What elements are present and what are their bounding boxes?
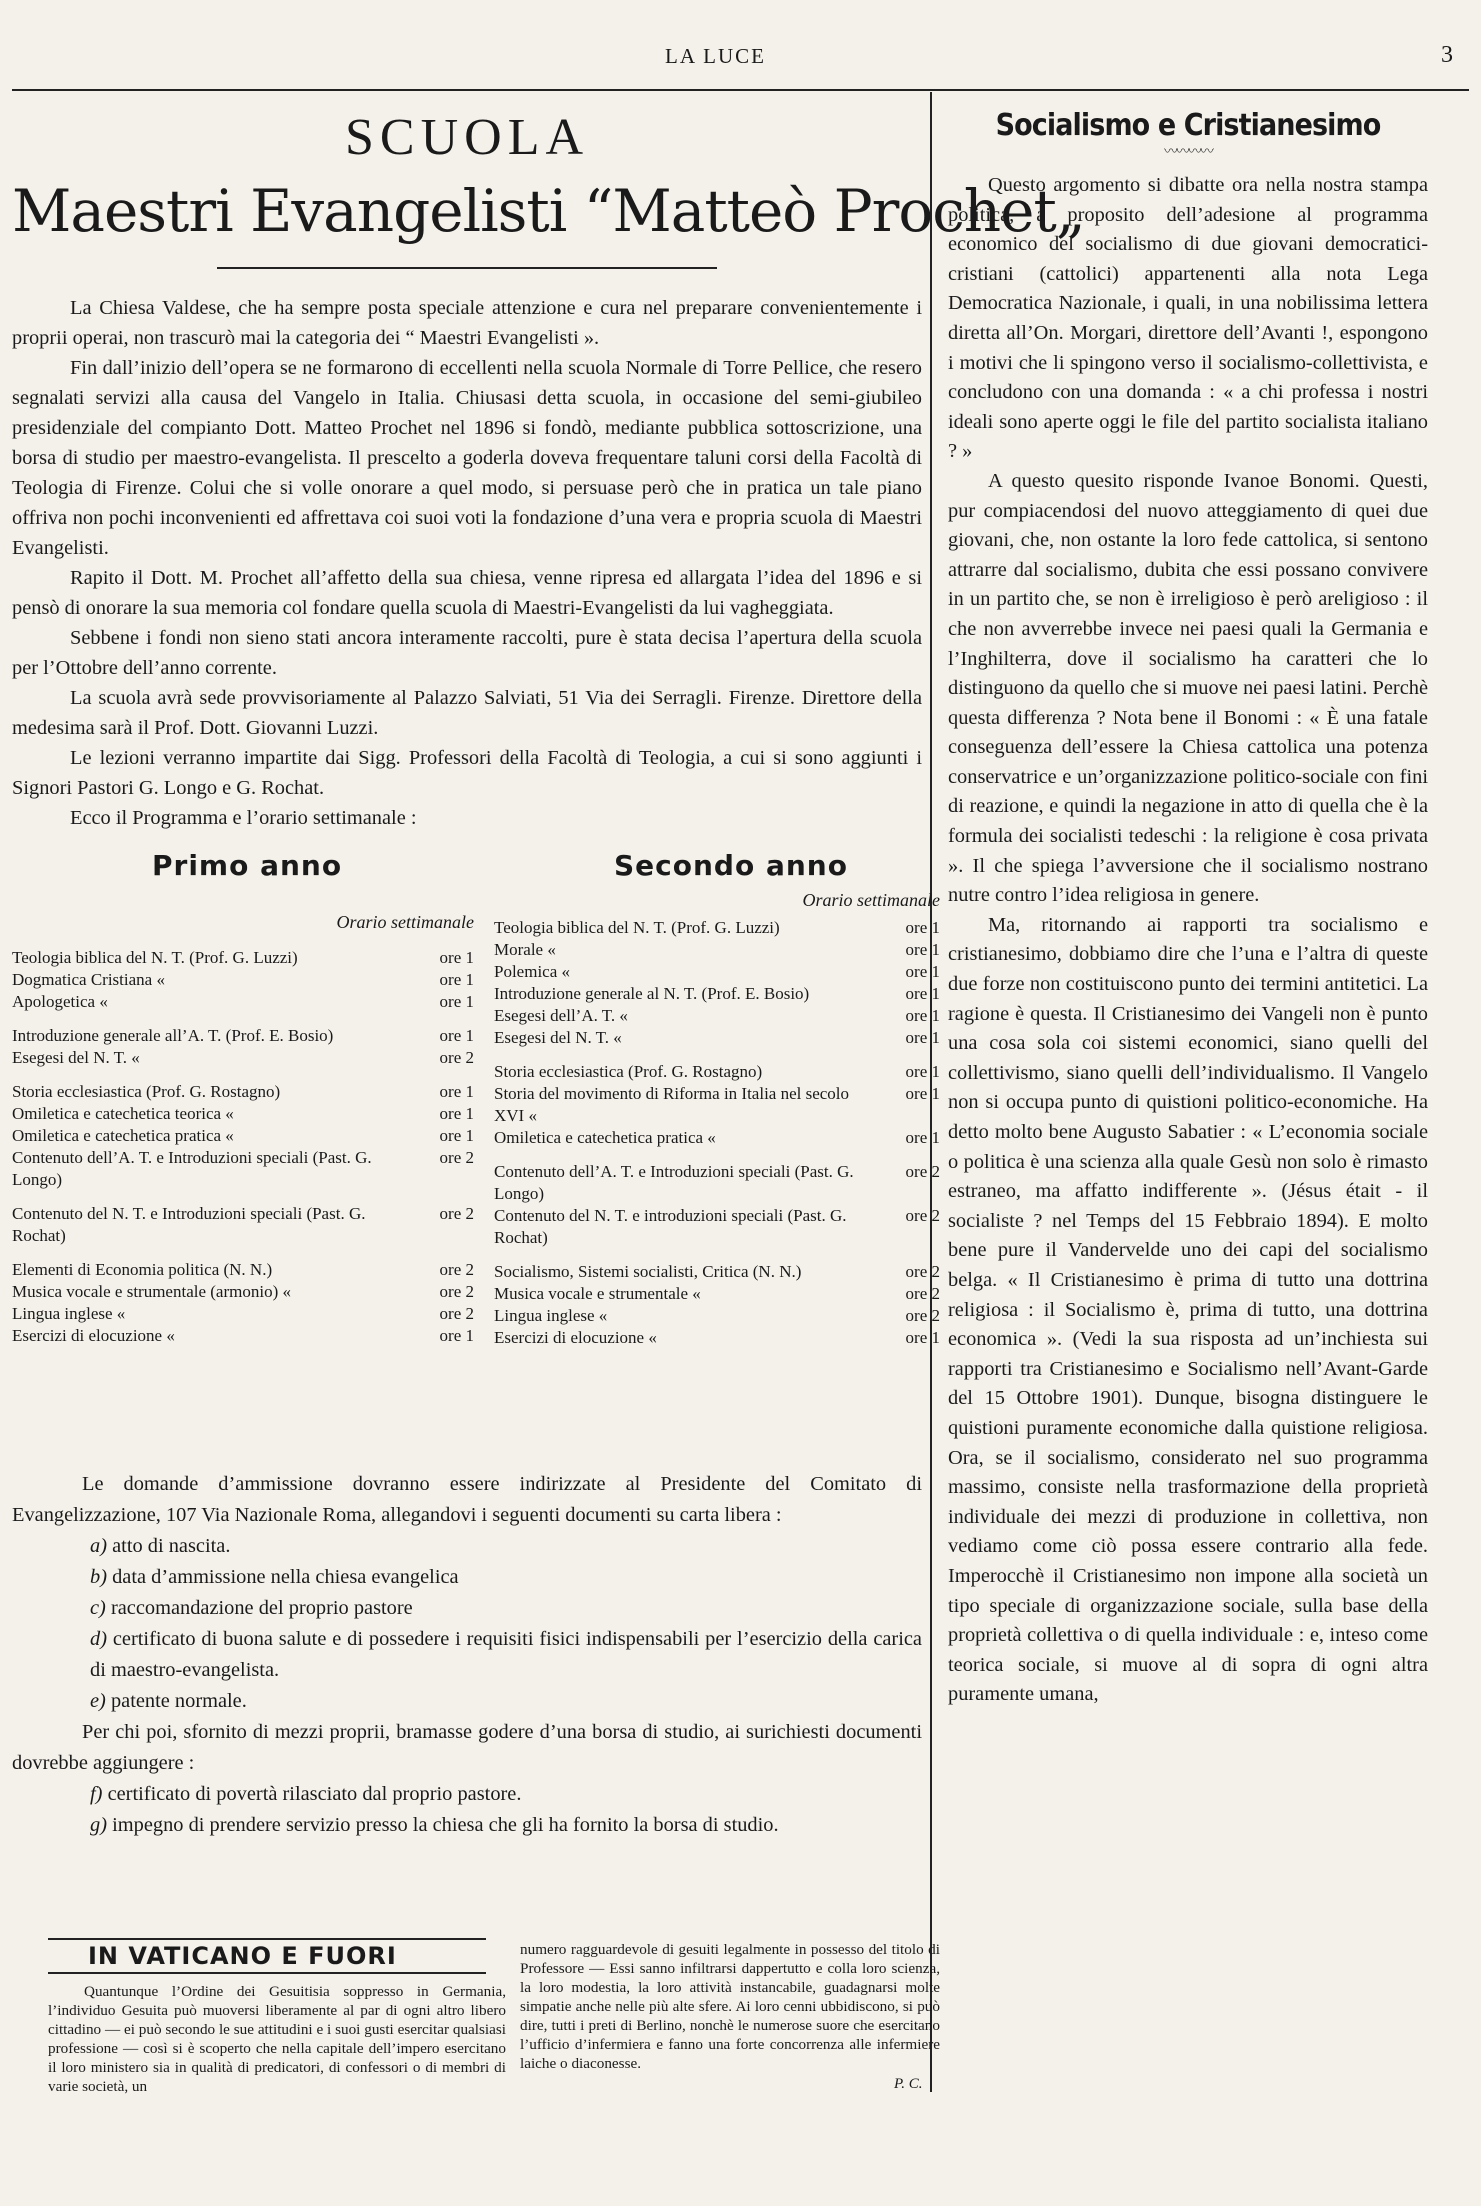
course-name: Lingua inglese «	[494, 1306, 608, 1325]
course-hours: ore 2	[905, 1284, 940, 1303]
schedule-row	[12, 1281, 474, 1303]
schedule-subtitle: Orario settimanale	[802, 890, 940, 910]
course-hours: ore 2	[439, 1204, 474, 1223]
requirement-item	[12, 1593, 922, 1624]
vaticano-title-box	[48, 1938, 486, 1974]
schedule-row	[12, 1325, 474, 1347]
requirement-letter: e)	[90, 1690, 106, 1712]
requirement-letter: c)	[90, 1597, 106, 1619]
schedule-row	[12, 969, 474, 991]
article-title-socialismo: Socialismo e Cristianesimo	[995, 108, 1381, 143]
course-name: Teologia biblica del N. T. (Prof. G. Luzzi)	[12, 948, 298, 967]
requirement-item	[12, 1779, 922, 1810]
course-hours: ore 1	[439, 948, 474, 967]
schedule-row	[494, 1283, 940, 1305]
course-hours: ore 1	[439, 1104, 474, 1123]
course-name: Introduzione generale all’A. T. (Prof. E. Bosio)	[12, 1026, 334, 1045]
course-hours: ore 1	[905, 984, 940, 1003]
paragraph: Questo argomento si dibatte ora nella nostra stampa politica, a proposito dell’adesione al programma economico del socialismo di due giovani democratici-cristiani (cattolici) appartenenti alla nota Lega Democratica Nazionale, i quali, in una nobilissima lettera diretta all’On. Morgari, direttore dell’Avanti !, espongono i motivi che li spingono verso il socialismo-collettivista, e concludono con una domanda : « a chi professa i nostri ideali sono aperte oggi le file del partito socialista italiano ? »	[948, 174, 1428, 463]
course-hours: ore 2	[439, 1282, 474, 1301]
course-name: Musica vocale e strumentale (armonio) «	[12, 1282, 291, 1301]
course-name: Apologetica «	[12, 992, 108, 1011]
course-hours: ore 2	[439, 1304, 474, 1323]
course-name: Polemica «	[494, 962, 571, 981]
course-name: Elementi di Economia politica (N. N.)	[12, 1260, 273, 1279]
schedule-row	[12, 1147, 474, 1191]
schedule-row	[494, 983, 940, 1005]
course-name: Contenuto dell’A. T. e Introduzioni speciali (Past. G. Longo)	[494, 1162, 854, 1203]
course-hours: ore 1	[439, 1026, 474, 1045]
requirement-item	[12, 1810, 922, 1841]
course-name: Esegesi dell’A. T. «	[494, 1006, 628, 1025]
requirement-letter: f)	[90, 1783, 103, 1805]
requirement-item	[12, 1562, 922, 1593]
schedule-primo-anno	[12, 849, 474, 1347]
page-number: 3	[1441, 42, 1453, 68]
header-rule	[12, 89, 1469, 91]
running-title: LA LUCE	[665, 44, 766, 68]
paragraph: Le domande d’ammissione dovranno essere indirizzate al Presidente del Comitato di Evangelizzazione, 107 Via Nazionale Roma, allegandovi i seguenti documenti su carta libera :	[12, 1473, 922, 1526]
course-name: Esercizi di elocuzione «	[12, 1326, 175, 1345]
article-title-scuola: SCUOLA	[344, 109, 590, 166]
course-name: Contenuto del N. T. e Introduzioni speciali (Past. G. Rochat)	[12, 1204, 366, 1245]
vaticano-signature: P. C.	[894, 2076, 923, 2092]
schedule-row	[494, 939, 940, 961]
course-hours: ore 1	[905, 1084, 940, 1103]
schedule-subtitle: Orario settimanale	[336, 912, 474, 932]
schedule-row	[494, 1027, 940, 1049]
course-name: Teologia biblica del N. T. (Prof. G. Luzzi)	[494, 918, 780, 937]
schedule-row	[12, 1203, 474, 1247]
requirement-text: certificato di buona salute e di possedere i requisiti fisici indispensabili per l’esercizio della carica di maestro-evangelista.	[90, 1628, 922, 1681]
requirement-item	[12, 1531, 922, 1562]
requirement-item	[12, 1624, 922, 1686]
course-hours: ore 1	[905, 962, 940, 981]
course-name: Esegesi del N. T. «	[12, 1048, 140, 1067]
course-hours: ore 1	[439, 1326, 474, 1345]
course-name: Contenuto dell’A. T. e Introduzioni speciali (Past. G. Longo)	[12, 1148, 372, 1189]
course-name: Omiletica e catechetica teorica «	[12, 1104, 234, 1123]
course-hours: ore 1	[905, 1328, 940, 1347]
paragraph: Sebbene i fondi non sieno stati ancora interamente raccolti, pure è stata decisa l’apertura della scuola per l’Ottobre dell’anno corrente.	[12, 627, 922, 679]
course-hours: ore 1	[905, 1006, 940, 1025]
course-name: Dogmatica Cristiana «	[12, 970, 165, 989]
course-hours: ore 1	[439, 970, 474, 989]
schedule-row	[494, 917, 940, 939]
course-hours: ore 1	[905, 1128, 940, 1147]
paragraph: La scuola avrà sede provvisoriamente al Palazzo Salviati, 51 Via dei Serragli. Firenze. Direttore della medesima sarà il Prof. Dott. Giovanni Luzzi.	[12, 687, 922, 739]
paragraph: Fin dall’inizio dell’opera se ne formarono di eccellenti nella scuola Normale di Torre Pellice, che resero segnalati servizi alla causa del Vangelo in Italia. Chiusasi detta scuola, in occasione del semi-giubileo presidenziale del compianto Dott. Matteo Prochet nel 1896 si fondò, mediante pubblica sottoscrizione, una borsa di studio per maestro-evangelista. Il prescelto a goderla doveva frequentare taluni corsi della Facoltà di Teologia di Firenze. Colui che si volle onorare a quel modo, si persuase però che in pratica un tale piano offriva non pochi inconvenienti ed affrettava coi suoi voti la fondazione d’una vera e propria scuola di Maestri Evangelisti.	[12, 357, 922, 559]
requirement-text: data d’ammissione nella chiesa evangelica	[112, 1566, 459, 1588]
requirements-list	[12, 1531, 922, 1717]
requirements-list	[12, 1779, 922, 1841]
vaticano-title: IN VATICANO E FUORI	[48, 1938, 486, 1974]
schedule-row	[494, 1161, 940, 1205]
requirement-letter: a)	[90, 1535, 107, 1557]
schedule-row	[12, 947, 474, 969]
course-hours: ore 2	[905, 1162, 940, 1181]
schedule-title: Secondo anno	[614, 849, 848, 882]
requirement-text: certificato di povertà rilasciato dal proprio pastore.	[107, 1783, 522, 1805]
schedule-row	[12, 1125, 474, 1147]
requirement-text: raccomandazione del proprio pastore	[110, 1597, 413, 1619]
admission-section	[12, 1469, 922, 1841]
schedule-row	[494, 1305, 940, 1327]
paragraph: La Chiesa Valdese, che ha sempre posta speciale attenzione e cura nel preparare convenientemente i proprii operai, non trascurò mai la categoria dei “ Maestri Evangelisti ».	[12, 297, 922, 349]
course-hours: ore 2	[905, 1306, 940, 1325]
schedule-row	[12, 1081, 474, 1103]
schedule-secondo-anno	[494, 849, 940, 1349]
course-hours: ore 1	[439, 1082, 474, 1101]
title-ornament: 〰〰〰〰	[1164, 145, 1212, 160]
course-name: Introduzione generale al N. T. (Prof. E. Bosio)	[494, 984, 810, 1003]
schedule-row	[12, 1259, 474, 1281]
course-hours: ore 2	[905, 1262, 940, 1281]
course-hours: ore 1	[905, 918, 940, 937]
course-name: Omiletica e catechetica pratica «	[494, 1128, 716, 1147]
schedule-row	[12, 1303, 474, 1325]
course-name: Contenuto del N. T. e introduzioni speciali (Past. G. Rochat)	[494, 1206, 847, 1247]
article-scuola	[12, 96, 1085, 1841]
paragraph: A questo quesito risponde Ivanoe Bonomi. Questi, pur compiacendosi del nuovo atteggiamento di quei due giovani, che, non ostante la loro fede cattolica, si sentono attrarre dal socialismo, dubita che essi possano convivere in un partito che, se non è irreligioso è però areligioso : il che non avverrebbe invece nei paesi quali la Germania e l’Inghilterra, dove il socialismo ha caratteri che lo distinguono da quello che si muove nei paesi latini. Perchè questa differenza ? Nota bene il Bonomi : « È una fatale conseguenza dell’essere la Chiesa cattolica una potenza conservatrice e un’organizzazione politico-sociale con fini di reazione, e quindi la negazione in atto di quella che è la formula dei socialisti tedeschi : la religione è cosa privata ». Il che spiega l’avversione che il socialismo nostrano nutre contro l’idea religiosa in genere.	[948, 469, 1428, 907]
requirement-text: impegno di prendere servizio presso la chiesa che gli ha fornito la borsa di studio.	[112, 1814, 779, 1836]
paragraph: Per chi poi, sfornito di mezzi proprii, bramasse godere d’una borsa di studio, ai surichiesti documenti dovrebbe aggiungere :	[12, 1721, 922, 1774]
course-hours: ore 2	[439, 1148, 474, 1167]
requirement-letter: b)	[90, 1566, 107, 1588]
schedule-row	[12, 991, 474, 1013]
schedule-rows	[494, 917, 940, 1349]
requirement-letter: d)	[90, 1628, 107, 1650]
course-name: Storia ecclesiastica (Prof. G. Rostagno)	[12, 1082, 281, 1101]
vaticano-text-left: Quantunque l’Ordine dei Gesuitisia soppresso in Germania, l’individuo Gesuita può muoversi liberamente al par di ogni altro libero cittadino — ei può secondo le sue attitudini e i suoi gusti esercitar qualsiasi professione — così si è scoperto che nella capitale dell’impero esercitano il loro ministero sia in qualità di predicatori, di confessori o di membri di varie società, un	[48, 1983, 506, 2095]
course-hours: ore 1	[439, 1126, 474, 1145]
article-title-maestri: Maestri Evangelisti “Matteò Prochet„	[12, 177, 1085, 245]
article-vaticano	[24, 1938, 940, 2138]
schedule-row	[12, 1047, 474, 1069]
requirement-text: patente normale.	[110, 1690, 247, 1712]
schedule-row	[12, 1103, 474, 1125]
schedule-title: Primo anno	[152, 849, 343, 882]
course-name: Morale «	[494, 940, 556, 959]
schedule-row	[12, 1025, 474, 1047]
paragraph: Le lezioni verranno impartite dai Sigg. Professori della Facoltà di Teologia, a cui si sono aggiunti i Signori Pastori G. Longo e G. Rochat.	[12, 747, 922, 799]
article-socialismo	[948, 96, 1428, 1710]
requirement-item	[12, 1686, 922, 1717]
course-hours: ore 1	[905, 1028, 940, 1047]
paragraph: Rapito il Dott. M. Prochet all’affetto della sua chiesa, venne ripresa ed allargata l’idea del 1896 e si pensò di onorare la sua memoria col fondare quella scuola di Maestri-Evangelisti da lui vagheggiata.	[12, 567, 922, 619]
paragraph: Ma, ritornando ai rapporti tra socialismo e cristianesimo, dobbiamo dire che l’una e l’altra di queste due forze non costituiscono punto dei termini antitetici. La ragione è questa. Il Cristianesimo dei Vangeli non è punto una cosa sola coi sistemi economici, siano quelli del collettivismo, siano quelli dell’individualismo. Il Vangelo non si occupa punto di quistioni politico-economiche. Ha detto molto bene Augusto Sabatier : « L’economia sociale o politica è una scienza alla quale Gesù non solo è rimasto estraneo, ma affatto indifferente ». (Jésus était - il socialiste ? nel Temps del 15 Febbraio 1894). E molto bene pure il Vandervelde uno dei capi del socialismo belga. « Il Cristianesimo è prima di tutto una dottrina religiosa : il Socialismo è, prima di tutto, una dottrina economica ». (Vedi la sua risposta ad un’inchiesta sui rapporti tra Cristianesimo e Socialismo nell’Avant-Garde del 15 Ottobre 1901). Dunque, bisogna distinguere le quistioni puramente economiche dalla quistione religiosa. Ora, se il socialismo, considerato nel suo programma massimo, consiste nella trasformazione della proprietà individuale dei mezzi di produzione in collettiva, non vediamo come ciò possa essere contrario alla fede. Imperocchè il Cristianesimo non impone alla società un tipo speciale di organizzazione sociale, sulla base della proprietà collettiva o di quella individuale : e, inteso come teorica sociale, si muove al di sopra di ogni altra puramente umana,	[948, 913, 1428, 1706]
schedule-row	[494, 1261, 940, 1283]
schedule-row	[494, 1205, 940, 1249]
paragraph: Ecco il Programma e l’orario settimanale :	[70, 807, 417, 829]
article-body	[12, 293, 922, 833]
schedules	[12, 849, 940, 1469]
course-name: Musica vocale e strumentale «	[494, 1284, 701, 1303]
vaticano-text-right: numero ragguardevole di gesuiti legalmente in possesso del titolo di Professore — Essi sanno infiltrarsi dappertutto e colla loro scienza, la loro modestia, la loro attività instancabile, guadagnarsi molte simpatie anche nelle più alte sfere. Ai loro cenni ubbidiscono, si può dire, tutti i preti di Berlino, nonchè le numerose suore che esercitano l’ufficio d’infermiera e fanno una forte concorrenza alle infermiere laiche o diaconesse.	[520, 1941, 940, 2072]
schedule-row	[494, 1005, 940, 1027]
running-head	[10, 42, 1453, 84]
schedule-row	[494, 1127, 940, 1149]
course-hours: ore 1	[905, 940, 940, 959]
course-name: Esegesi del N. T. «	[494, 1028, 622, 1047]
schedule-row	[494, 1061, 940, 1083]
course-hours: ore 1	[905, 1062, 940, 1081]
requirement-text: atto di nascita.	[112, 1535, 231, 1557]
course-hours: ore 2	[905, 1206, 940, 1225]
course-name: Socialismo, Sistemi socialisti, Critica (N. N.)	[494, 1262, 802, 1281]
course-name: Storia ecclesiastica (Prof. G. Rostagno)	[494, 1062, 763, 1081]
schedule-row	[494, 961, 940, 983]
course-hours: ore 2	[439, 1260, 474, 1279]
course-name: Omiletica e catechetica pratica «	[12, 1126, 234, 1145]
course-name: Esercizi di elocuzione «	[494, 1328, 657, 1347]
schedule-row	[494, 1327, 940, 1349]
course-hours: ore 2	[439, 1048, 474, 1067]
schedule-row	[494, 1083, 940, 1127]
course-hours: ore 1	[439, 992, 474, 1011]
course-name: Lingua inglese «	[12, 1304, 126, 1323]
course-name: Storia del movimento di Riforma in Italia nel secolo XVI «	[494, 1084, 850, 1125]
title-rule	[217, 267, 717, 269]
requirement-letter: g)	[90, 1814, 107, 1836]
schedule-rows	[12, 947, 474, 1347]
